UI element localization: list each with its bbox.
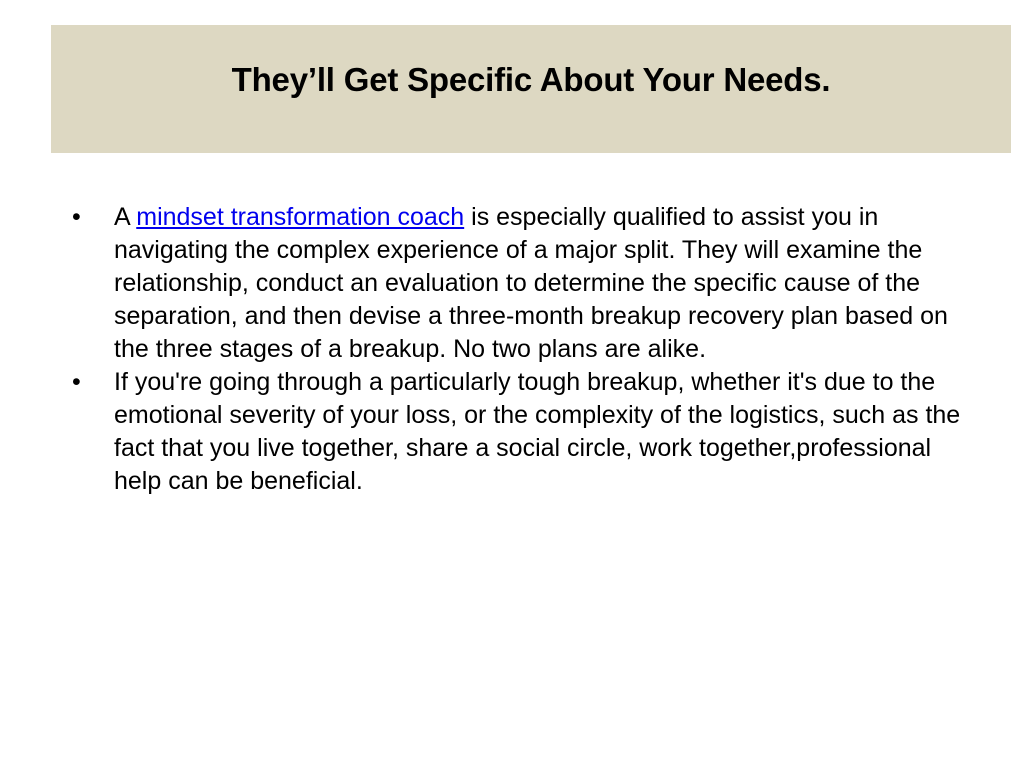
bullet-icon: • xyxy=(72,203,81,231)
bullet-item-1 xyxy=(72,201,972,366)
slide-body xyxy=(72,201,972,498)
slide-title: They’ll Get Specific About Your Needs. xyxy=(231,61,831,98)
bullet-icon: • xyxy=(72,368,81,396)
bullet-1-suffix: is especially qualified to assist you in navigating the complex experience of a major split. They will examine the relationship, conduct an evaluation to determine the specific cause of the separation, and then devise a three-month breakup recovery plan based on the three stages of a breakup. No two plans are alike. xyxy=(114,203,948,363)
mindset-coach-link[interactable]: mindset transformation coach xyxy=(136,203,465,231)
title-bar xyxy=(51,25,1011,153)
bullet-list xyxy=(72,201,972,498)
bullet-2-text: If you're going through a particularly tough breakup, whether it's due to the emotional severity of your loss, or the complexity of the logistics, such as the fact that you live together, share a social circle, work together,professional help can be beneficial. xyxy=(114,368,961,495)
bullet-item-2 xyxy=(72,366,972,498)
bullet-1-prefix: A xyxy=(114,203,137,231)
